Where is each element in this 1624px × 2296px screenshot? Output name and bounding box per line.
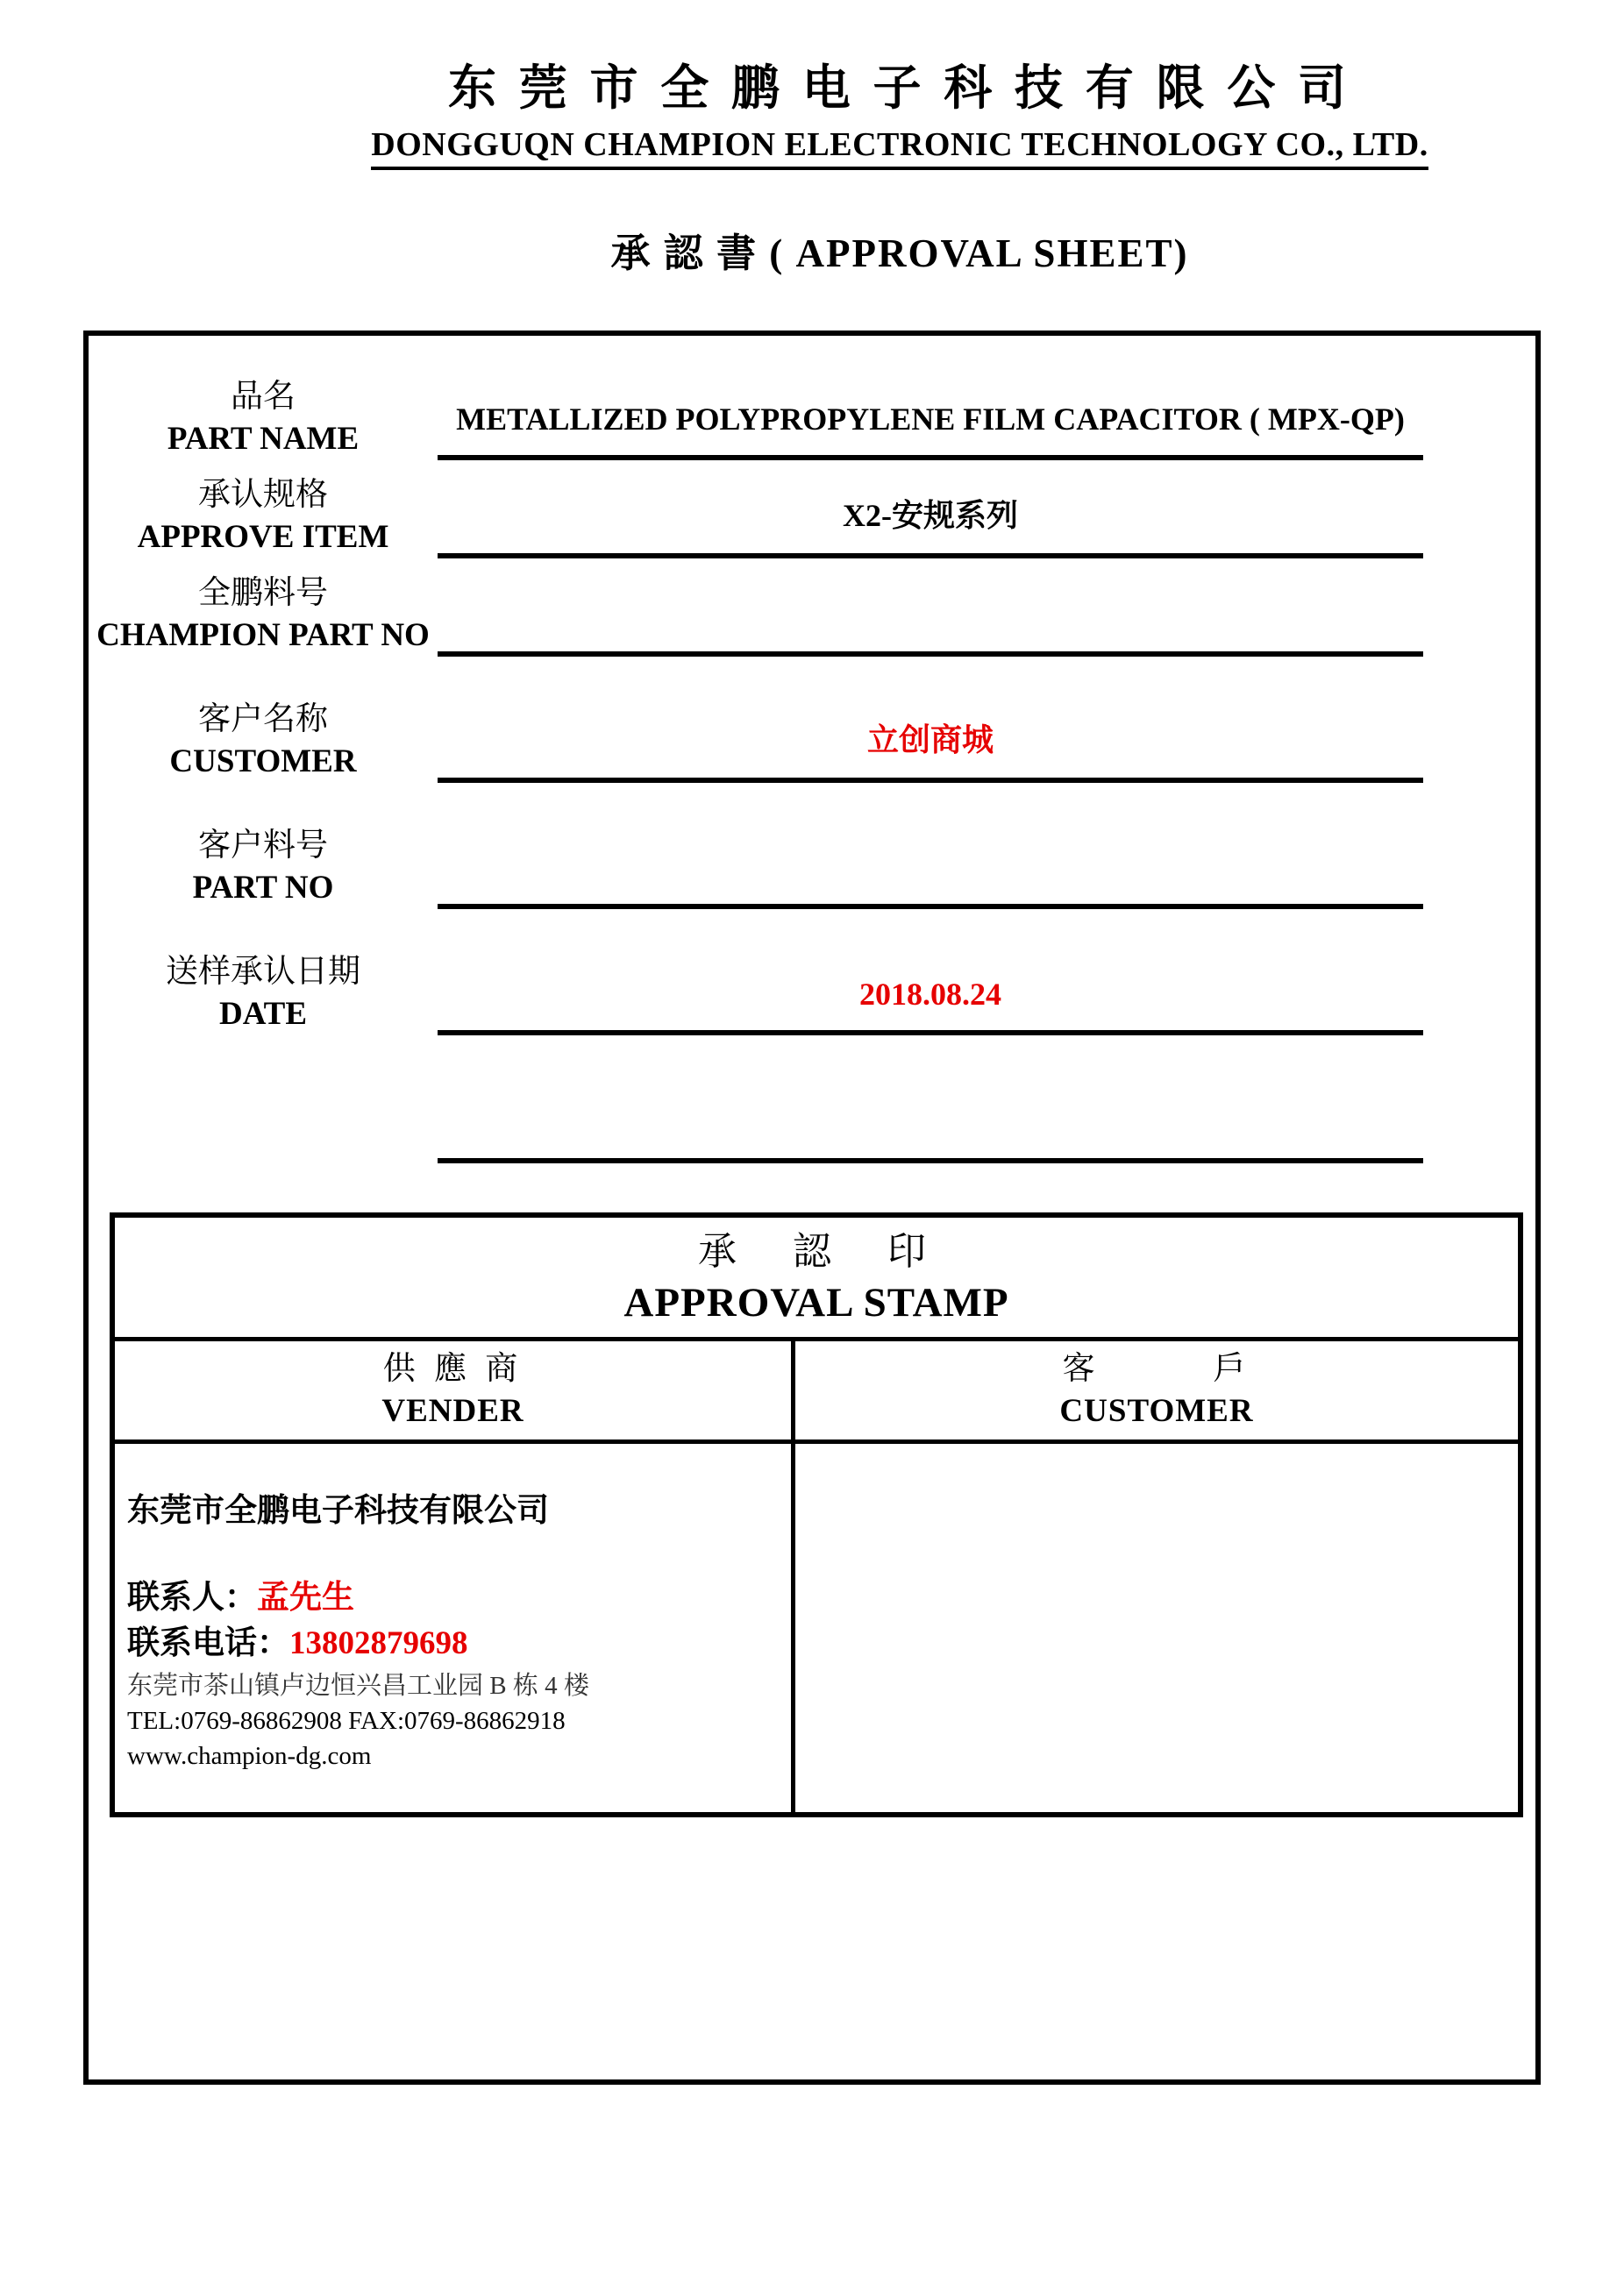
stamp-column-headers [115,1341,1518,1444]
vendor-header-zh: 供 應 商 [382,1351,524,1387]
vendor-phone-line [127,1621,773,1667]
customer-label [89,699,438,783]
vendor-address: 东莞市茶山镇卢边恒兴昌工业园 B 栋 4 楼 [127,1672,589,1700]
approval-stamp-title-en: APPROVAL STAMP [623,1280,1009,1326]
part-no-label-en: PART NO [192,870,334,906]
champion-part-no-label-zh: 全鹏料号 [198,575,328,611]
vendor-website: www.champion-dg.com [127,1742,372,1770]
company-name-en: DONGGUQN CHAMPION ELECTRONIC TECHNOLOGY CO., LTD. [371,125,1428,170]
part-name-label-zh: 品名 [231,379,296,415]
approve-item-label-zh: 承认规格 [198,477,328,513]
date-label-zh: 送样承认日期 [166,954,360,990]
form-row-champion-part-no [89,572,1535,657]
customer-stamp-cell [795,1444,1518,1812]
main-form-box [83,331,1541,2085]
document-header [88,0,1624,278]
vendor-stamp-cell [115,1444,795,1812]
approve-item-value-line [438,491,1423,558]
vendor-contact-line [127,1575,773,1621]
vendor-phone-number: 13802879698 [289,1625,468,1661]
form-row-part-name [89,376,1535,460]
blank-underline [438,1158,1423,1163]
sheet-title: 承 認 書 ( APPROVAL SHEET) [610,231,1189,275]
form-row-approve-item [89,474,1535,558]
date-value-line [438,976,1423,1035]
company-name-zh: 东 莞 市 全 鹏 电 子 科 技 有 限 公 司 [447,61,1351,115]
date-label-en: DATE [218,996,308,1032]
approval-stamp-title-zh: 承 認 印 [698,1230,935,1273]
vendor-phone-label: 联系电话： [127,1625,289,1661]
champion-part-no-label [89,572,438,657]
approve-item-value: X2-安规系列 [843,498,1018,533]
customer-value-line [438,715,1423,783]
form-row-customer [89,699,1535,783]
part-no-label-zh: 客户料号 [198,828,328,864]
company-name-en-wrap [88,118,1624,170]
part-no-value-line [438,886,1423,909]
customer-header-en: CUSTOMER [1059,1393,1254,1429]
approval-stamp-header [115,1218,1518,1341]
vendor-contact-name: 孟先生 [257,1580,354,1616]
champion-part-no-label-en: CHAMPION PART NO [96,617,430,653]
champion-part-no-value-line [438,634,1423,657]
part-name-label [89,376,438,460]
part-name-value: METALLIZED POLYPROPYLENE FILM CAPACITOR ( MPX-QP) [456,402,1405,437]
vendor-contact-label: 联系人： [127,1580,257,1616]
part-no-label [89,825,438,909]
date-value: 2018.08.24 [859,977,1001,1012]
customer-column-header [795,1341,1518,1439]
customer-label-en: CUSTOMER [169,743,357,779]
form-row-date [89,951,1535,1035]
approve-item-label-en: APPROVE ITEM [137,519,389,555]
vendor-header-en: VENDER [381,1393,524,1429]
approve-item-label [89,474,438,558]
customer-label-zh: 客户名称 [198,701,328,737]
part-name-label-en: PART NAME [167,421,360,457]
customer-header-zh: 客 戶 [1062,1351,1251,1387]
date-label [89,951,438,1035]
form-row-part-no [89,825,1535,909]
vendor-column-header [115,1341,795,1439]
stamp-body [115,1444,1518,1812]
approval-stamp-box [110,1212,1523,1817]
customer-value: 立创商城 [866,722,994,757]
vendor-company-name: 东莞市全鹏电子科技有限公司 [127,1493,549,1529]
vendor-tel-fax: TEL:0769-86862908 FAX:0769-86862918 [127,1707,566,1735]
part-name-value-line [438,401,1423,460]
